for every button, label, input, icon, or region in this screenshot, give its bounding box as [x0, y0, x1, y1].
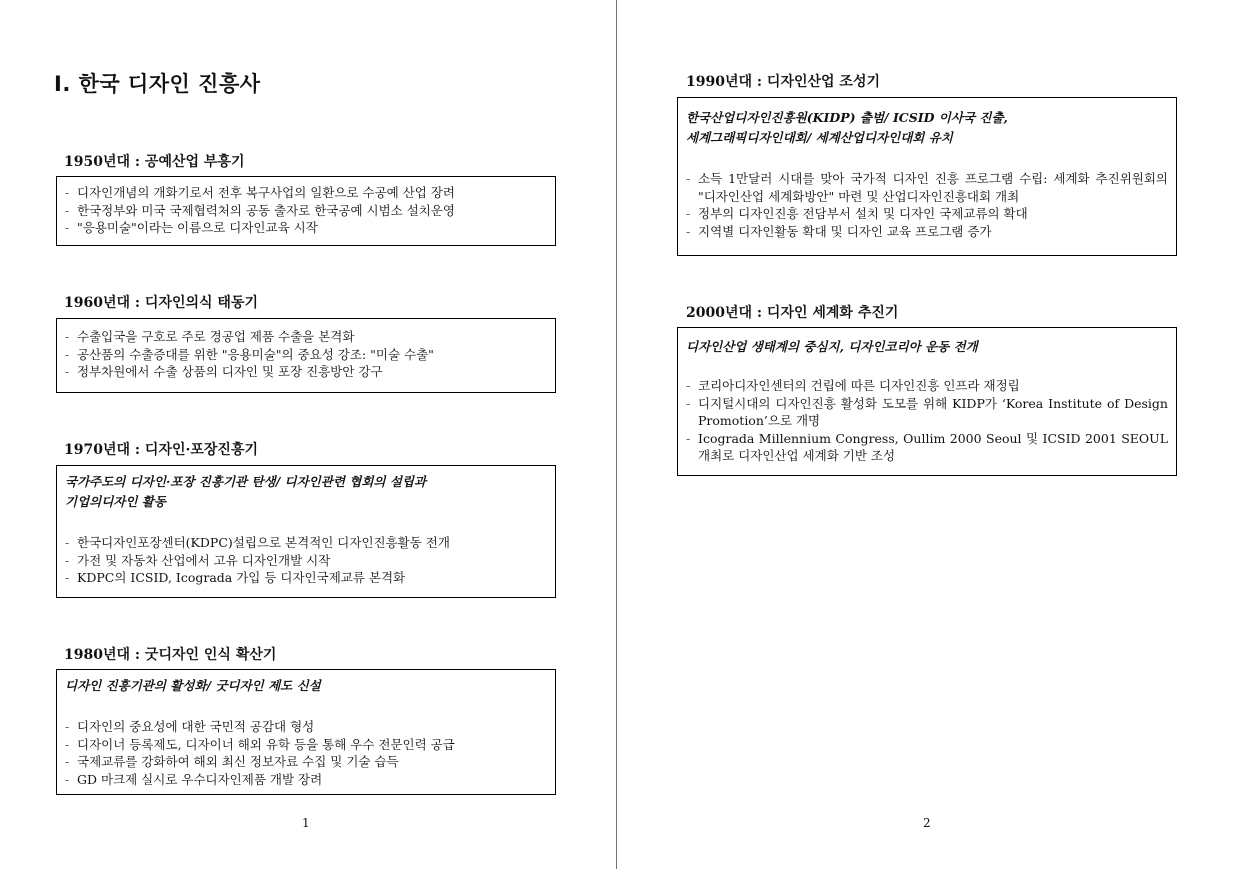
list-item: - 가전 및 자동차 산업에서 고유 디자인개발 시작 — [65, 552, 547, 570]
list-item: - 공산품의 수출증대를 위한 "응용미술"의 중요성 강조: "미술 수출" — [65, 346, 547, 364]
box-1980s — [56, 669, 556, 795]
list-item: - KDPC의 ICSID, Icograda 가입 등 디자인국제교류 본격화 — [65, 569, 547, 587]
list-item: - 소득 1만달러 시대를 맞아 국가적 디자인 진흥 프로그램 수립: 세계화 추진위원회의 "디자인산업 세계화방안" 마련 및 산업디자인진흥대회 개최 — [686, 170, 1168, 205]
box-subtitle-line: 기업의디자인 활동 — [65, 494, 166, 509]
list-item: - 코리아디자인센터의 건립에 따른 디자인진흥 인프라 재정립 — [686, 377, 1168, 395]
box-subtitle — [686, 337, 1168, 357]
box-1950s — [56, 176, 556, 246]
list-item: - 한국디자인포장센터(KDPC)설립으로 본격적인 디자인진흥활동 전개 — [65, 534, 547, 552]
section-title-1970s: 1970년대 : 디자인·포장진흥기 — [64, 442, 258, 458]
list-item: - 한국정부와 미국 국제협력처의 공동 출자로 한국공예 시범소 설치운영 — [65, 202, 547, 220]
list-1950s — [65, 184, 547, 237]
list-1980s — [65, 718, 547, 788]
list-item: - 수출입국을 구호로 주로 경공업 제품 수출을 본격화 — [65, 328, 547, 346]
page-number: 2 — [923, 816, 931, 830]
box-subtitle-line: 디자인산업 생태계의 중심지, 디자인코리아 운동 전개 — [686, 339, 978, 354]
box-subtitle — [686, 108, 1168, 148]
section-title-1980s: 1980년대 : 굿디자인 인식 확산기 — [64, 647, 277, 663]
section-title-1990s: 1990년대 : 디자인산업 조성기 — [686, 74, 880, 90]
box-1990s — [677, 97, 1177, 256]
box-subtitle-line: 국가주도의 디자인·포장 진흥기관 탄생/ 디자인관련 협회의 설립과 — [65, 474, 427, 489]
list-1960s — [65, 328, 547, 381]
page-number: 1 — [302, 816, 310, 830]
section-title-1950s: 1950년대 : 공예산업 부흥기 — [64, 154, 245, 170]
list-item: - 정부차원에서 수출 상품의 디자인 및 포장 진흥방안 강구 — [65, 363, 547, 381]
main-title: I. 한국 디자인 진흥사 — [54, 72, 261, 96]
box-subtitle-line: 한국산업디자인진흥원(KIDP) 출범/ ICSID 이사국 진출, — [686, 110, 1008, 125]
list-item: - 국제교류를 강화하여 해외 최신 정보자료 수집 및 기술 습득 — [65, 753, 547, 771]
box-subtitle-line: 세계그래픽디자인대회/ 세계산업디자인대회 유치 — [686, 130, 953, 145]
list-item: - GD 마크제 실시로 우수디자인제품 개발 장려 — [65, 771, 547, 789]
list-item: - 디자인의 중요성에 대한 국민적 공감대 형성 — [65, 718, 547, 736]
box-1960s — [56, 318, 556, 393]
list-item: - 디자인개념의 개화기로서 전후 복구사업의 일환으로 수공예 산업 장려 — [65, 184, 547, 202]
box-subtitle — [65, 676, 547, 696]
page-1 — [0, 0, 616, 869]
box-1970s — [56, 465, 556, 598]
list-item: - 지역별 디자인활동 확대 및 디자인 교육 프로그램 증가 — [686, 223, 1168, 241]
box-subtitle — [65, 472, 547, 512]
page-2 — [617, 0, 1233, 869]
list-item: - Icograda Millennium Congress, Oullim 2000 Seoul 및 ICSID 2001 SEOUL 개최로 디자인산업 세계화 기반 조성 — [686, 430, 1168, 465]
list-item: - 디지털시대의 디자인진흥 활성화 도모를 위해 KIDP가 ‘Korea Institute of Design Promotion’으로 개명 — [686, 395, 1168, 430]
list-2000s — [686, 377, 1168, 465]
list-item: - 디자이너 등록제도, 디자이너 해외 유학 등을 통해 우수 전문인력 공급 — [65, 736, 547, 754]
box-2000s — [677, 327, 1177, 476]
list-item: - "응용미술"이라는 이름으로 디자인교육 시작 — [65, 219, 547, 237]
section-title-2000s: 2000년대 : 디자인 세계화 추진기 — [686, 305, 899, 321]
box-subtitle-line: 디자인 진흥기관의 활성화/ 굿디자인 제도 신설 — [65, 678, 321, 693]
section-title-1960s: 1960년대 : 디자인의식 태동기 — [64, 295, 258, 311]
list-1970s — [65, 534, 547, 587]
list-1990s — [686, 170, 1168, 240]
list-item: - 정부의 디자인진흥 전담부서 설치 및 디자인 국제교류의 확대 — [686, 205, 1168, 223]
